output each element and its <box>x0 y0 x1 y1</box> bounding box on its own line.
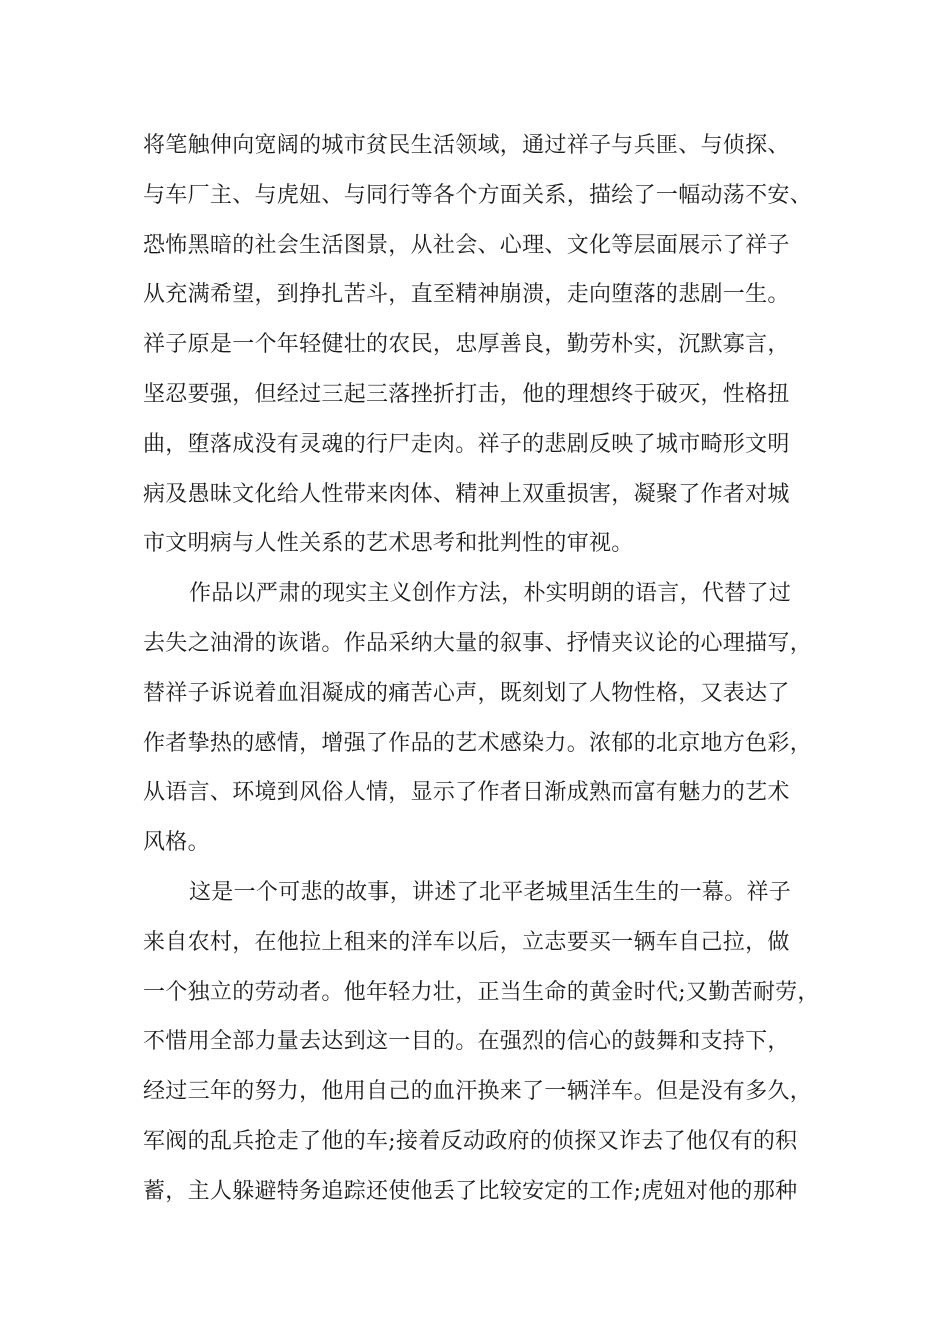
text-line: 作者挚热的感情，增强了作品的艺术感染力。浓郁的北京地方色彩， <box>143 730 813 756</box>
paragraph-first-line: 这是一个可悲的故事，讲述了北平老城里活生生的一幕。祥子 <box>189 879 792 905</box>
text-line: 与车厂主、与虎妞、与同行等各个方面关系，描绘了一幅动荡不安、 <box>143 182 813 208</box>
text-line: 一个独立的劳动者。他年轻力壮，正当生命的黄金时代;又勤苦耐劳， <box>143 979 820 1005</box>
text-line: 病及愚昧文化给人性带来肉体、精神上双重损害，凝聚了作者对城 <box>143 481 790 507</box>
text-line: 祥子原是一个年轻健壮的农民，忠厚善良，勤劳朴实，沉默寡言， <box>143 332 790 358</box>
text-line: 市文明病与人性关系的艺术思考和批判性的审视。 <box>143 531 634 557</box>
text-line: 不惜用全部力量去达到这一目的。在强烈的信心的鼓舞和支持下， <box>143 1029 790 1055</box>
text-line: 将笔触伸向宽阔的城市贫民生活领域，通过祥子与兵匪、与侦探、 <box>143 133 790 158</box>
body-text <box>143 121 843 1217</box>
text-line: 恐怖黑暗的社会生活图景，从社会、心理、文化等层面展示了祥子 <box>143 232 790 258</box>
text-line: 军阀的乱兵抢走了他的车;接着反动政府的侦探又诈去了他仅有的积 <box>143 1128 798 1154</box>
text-line: 坚忍要强，但经过三起三落挫折打击，他的理想终于破灭，性格扭 <box>143 381 790 407</box>
text-line: 曲，堕落成没有灵魂的行尸走肉。祥子的悲剧反映了城市畸形文明 <box>143 431 790 457</box>
text-line: 来自农村，在他拉上租来的洋车以后，立志要买一辆车自己拉，做 <box>143 929 790 955</box>
text-line: 从语言、环境到风俗人情，显示了作者日渐成熟而富有魅力的艺术 <box>143 780 790 806</box>
text-line: 去失之油滑的诙谐。作品采纳大量的叙事、抒情夹议论的心理描写， <box>143 630 813 656</box>
text-line: 经过三年的努力，他用自己的血汗换来了一辆洋车。但是没有多久， <box>143 1079 813 1105</box>
text-line: 风格。 <box>143 830 210 856</box>
text-line: 蓄，主人躲避特务追踪还使他丢了比较安定的工作;虎妞对他的那种 <box>143 1178 798 1204</box>
paragraph-first-line: 作品以严肃的现实主义创作方法，朴实明朗的语言，代替了过 <box>189 581 792 607</box>
text-line: 从充满希望，到挣扎苦斗，直至精神崩溃，走向堕落的悲剧一生。 <box>143 282 790 308</box>
text-line: 替祥子诉说着血泪凝成的痛苦心声，既刻划了人物性格，又表达了 <box>143 680 790 706</box>
